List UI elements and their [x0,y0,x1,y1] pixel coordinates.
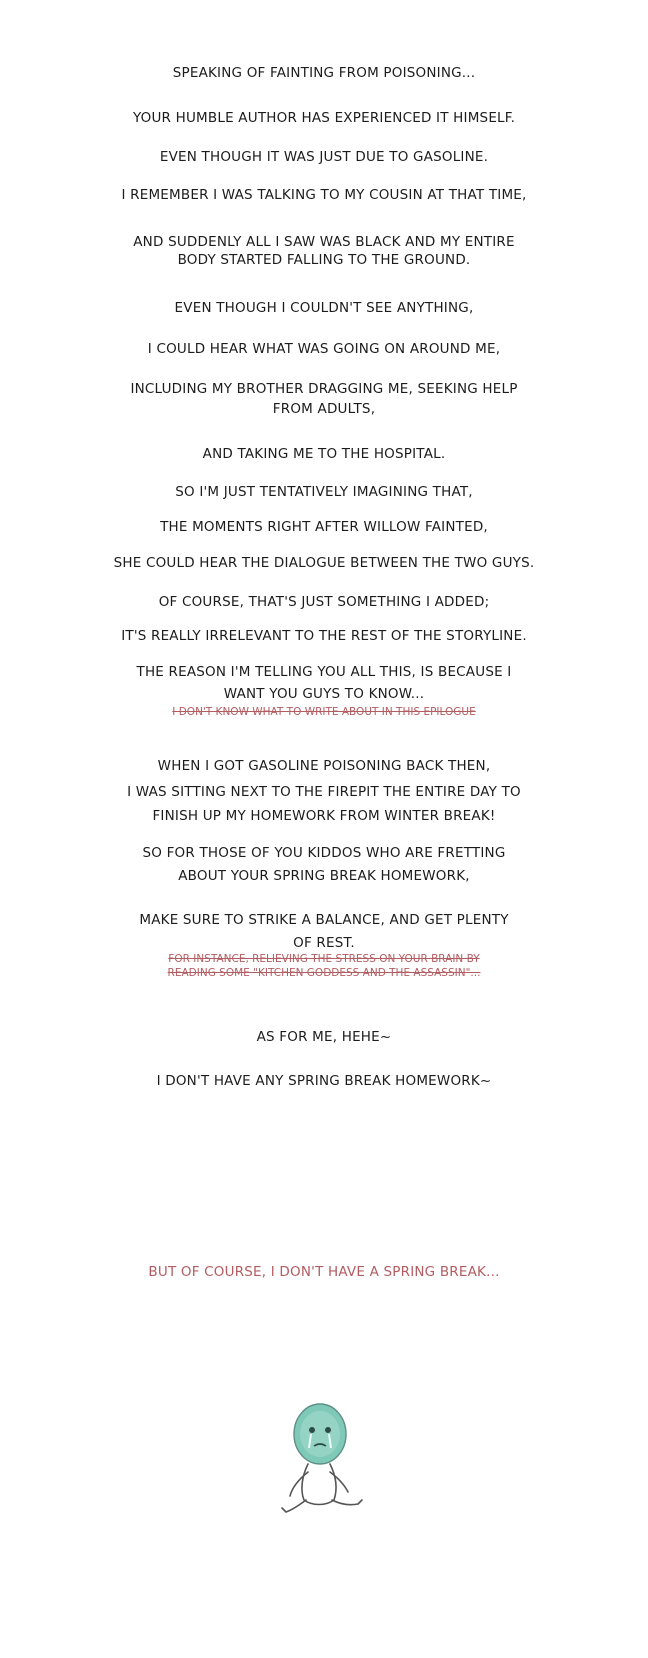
text-line: IT'S REALLY IRRELEVANT TO THE REST OF THE STORYLINE. [121,628,527,644]
struck-line: READING SOME "KITCHEN GODDESS AND THE ASSASSIN"... [167,967,481,979]
text-line: OF COURSE, THAT'S JUST SOMETHING I ADDED; [158,594,490,610]
text-line: ABOUT YOUR SPRING BREAK HOMEWORK, [178,868,470,884]
text-line: MAKE SURE TO STRIKE A BALANCE, AND GET PLENTY [139,912,509,928]
text-line: I COULD HEAR WHAT WAS GOING ON AROUND ME, [147,341,501,357]
text-line: BODY STARTED FALLING TO THE GROUND. [177,252,471,268]
text-line: SO I'M JUST TENTATIVELY IMAGINING THAT, [175,484,473,500]
closing-line: BUT OF COURSE, I DON'T HAVE A SPRING BREAK... [148,1264,500,1280]
text-line: FINISH UP MY HOMEWORK FROM WINTER BREAK! [152,808,496,824]
text-line: I DON'T HAVE ANY SPRING BREAK HOMEWORK~ [156,1073,492,1089]
text-line: SPEAKING OF FAINTING FROM POISONING... [172,65,476,81]
text-line: WHEN I GOT GASOLINE POISONING BACK THEN, [157,758,491,774]
text-line: EVEN THOUGH I COULDN'T SEE ANYTHING, [174,300,474,316]
text-line: AND TAKING ME TO THE HOSPITAL. [202,446,446,462]
text-line: WANT YOU GUYS TO KNOW... [223,686,425,702]
text-line: THE REASON I'M TELLING YOU ALL THIS, IS BECAUSE I [136,664,512,680]
text-line: AS FOR ME, HEHE~ [256,1029,392,1045]
text-line: INCLUDING MY BROTHER DRAGGING ME, SEEKING HELP [130,381,518,397]
text-line: YOUR HUMBLE AUTHOR HAS EXPERIENCED IT HIMSELF. [132,110,516,126]
struck-line: I DON'T KNOW WHAT TO WRITE ABOUT IN THIS EPILOGUE [172,706,476,718]
text-line: SO FOR THOSE OF YOU KIDDOS WHO ARE FRETTING [142,845,506,861]
text-line: I REMEMBER I WAS TALKING TO MY COUSIN AT THAT TIME, [121,187,527,203]
crying-stick-figure-icon [268,1392,378,1520]
struck-line: FOR INSTANCE, RELIEVING THE STRESS ON YOUR BRAIN BY [168,953,480,965]
text-line: EVEN THOUGH IT WAS JUST DUE TO GASOLINE. [159,149,489,165]
text-line: I WAS SITTING NEXT TO THE FIREPIT THE ENTIRE DAY TO [127,784,521,800]
text-line: SHE COULD HEAR THE DIALOGUE BETWEEN THE TWO GUYS. [113,555,535,571]
text-line: FROM ADULTS, [272,401,376,417]
text-line: THE MOMENTS RIGHT AFTER WILLOW FAINTED, [160,519,488,535]
text-line: AND SUDDENLY ALL I SAW WAS BLACK AND MY ENTIRE [133,234,515,250]
text-line: OF REST. [293,935,355,951]
